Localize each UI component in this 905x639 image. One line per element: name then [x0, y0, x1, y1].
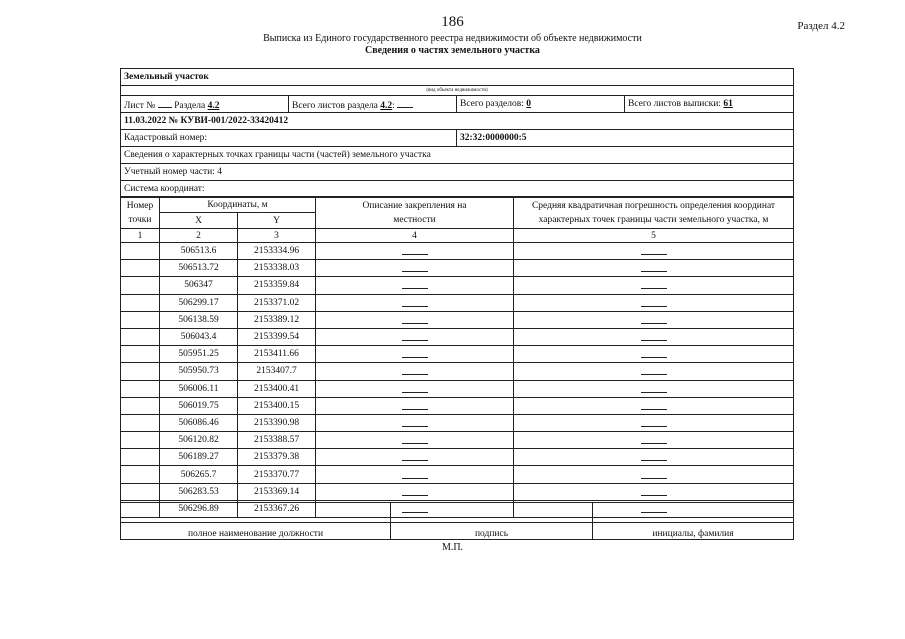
- y-value: 2153371.02: [238, 294, 316, 311]
- dash-mark: [402, 364, 428, 375]
- y-value: 2153389.12: [238, 311, 316, 328]
- signature-table: [120, 502, 794, 540]
- signature-label: подпись: [391, 523, 593, 540]
- point-number-cell: [121, 277, 160, 294]
- error-cell: [514, 449, 794, 466]
- y-value: 2153379.38: [238, 449, 316, 466]
- dash-mark: [641, 296, 667, 307]
- x-value: 506296.89: [160, 500, 238, 517]
- point-number-cell: [121, 328, 160, 345]
- date-and-number: 11.03.2022 № КУВИ-001/2022-33420412: [121, 113, 794, 130]
- coord-system: Система координат:: [121, 181, 794, 198]
- col-num-3: 3: [238, 229, 316, 243]
- total-sheets-section-ref: 4.2: [380, 100, 393, 111]
- extract-subtitle: Сведения о частях земельного участка: [365, 45, 540, 56]
- dash-mark: [402, 433, 428, 444]
- dash-mark: [641, 364, 667, 375]
- y-value: 2153359.84: [238, 277, 316, 294]
- x-value: 506189.27: [160, 449, 238, 466]
- point-number-cell: [121, 380, 160, 397]
- error-cell: [514, 363, 794, 380]
- description-cell: [316, 328, 514, 345]
- point-number-cell: [121, 397, 160, 414]
- object-type-caption: (вид объекта недвижимости): [121, 86, 794, 96]
- coordinates-table: [120, 196, 794, 518]
- point-number-cell: [121, 243, 160, 260]
- x-value: 506043.4: [160, 328, 238, 345]
- dash-mark: [641, 399, 667, 410]
- y-value: 2153407.7: [238, 363, 316, 380]
- col-y-header: Y: [238, 213, 316, 229]
- point-number-cell: [121, 294, 160, 311]
- point-number-cell: [121, 449, 160, 466]
- table-row: [121, 380, 794, 397]
- object-type: Земельный участок: [121, 69, 794, 86]
- dash-mark: [402, 296, 428, 307]
- point-number-cell: [121, 260, 160, 277]
- y-value: 2153369.14: [238, 483, 316, 500]
- description-cell: [316, 432, 514, 449]
- x-value: 506138.59: [160, 311, 238, 328]
- position-label: полное наименование должности: [121, 523, 391, 540]
- dash-mark: [402, 261, 428, 272]
- error-cell: [514, 328, 794, 345]
- description-cell: [316, 311, 514, 328]
- page-number: 186: [441, 14, 464, 30]
- col-x-header: X: [160, 213, 238, 229]
- dash-mark: [641, 244, 667, 255]
- point-number-cell: [121, 311, 160, 328]
- dash-mark: [402, 399, 428, 410]
- total-sections-cell: [457, 96, 625, 113]
- dash-mark: [641, 278, 667, 289]
- x-value: 506006.11: [160, 380, 238, 397]
- section-label: Раздел 4.2: [797, 20, 845, 32]
- dash-mark: [402, 450, 428, 461]
- point-number-cell: [121, 346, 160, 363]
- dash-mark: [641, 485, 667, 496]
- x-value: 505951.25: [160, 346, 238, 363]
- description-cell: [316, 243, 514, 260]
- table-row: [121, 277, 794, 294]
- y-value: 2153388.57: [238, 432, 316, 449]
- error-cell: [514, 466, 794, 483]
- error-cell: [514, 346, 794, 363]
- table-row: [121, 311, 794, 328]
- table-row: [121, 363, 794, 380]
- dash-mark: [641, 347, 667, 358]
- boundary-info: Сведения о характерных точках границы части (частей) земельного участка: [121, 147, 794, 164]
- error-cell: [514, 432, 794, 449]
- error-cell: [514, 243, 794, 260]
- dash-mark: [402, 485, 428, 496]
- table-row: [121, 414, 794, 431]
- x-value: 506120.82: [160, 432, 238, 449]
- error-cell: [514, 483, 794, 500]
- table-row: [121, 328, 794, 345]
- dash-mark: [641, 382, 667, 393]
- description-cell: [316, 449, 514, 466]
- position-field: [121, 503, 391, 523]
- description-cell: [316, 294, 514, 311]
- dash-mark: [402, 330, 428, 341]
- col-point-header: Номер точки: [121, 197, 160, 229]
- error-cell: [514, 260, 794, 277]
- dash-mark: [641, 313, 667, 324]
- col-error-header: Средняя квадратичная погрешность определения координат характерных точек границы части земельного участка, м: [514, 197, 794, 229]
- cadastral-value: 32:32:0000000:5: [457, 130, 794, 147]
- table-row: [121, 483, 794, 500]
- x-value: 506347: [160, 277, 238, 294]
- description-cell: [316, 363, 514, 380]
- sheet-no-cell: [121, 96, 289, 113]
- description-cell: [316, 380, 514, 397]
- extract-title: Выписка из Единого государственного реестра недвижимости об объекте недвижимости: [263, 33, 642, 44]
- stamp-place: М.П.: [441, 542, 464, 553]
- total-sections-label: Всего разделов:: [460, 99, 524, 109]
- sheet-no-blank: [158, 98, 172, 108]
- table-row: [121, 449, 794, 466]
- total-sheets-extract-label: Всего листов выписки:: [628, 99, 721, 109]
- dash-mark: [402, 382, 428, 393]
- col-coords-header: Координаты, м: [160, 197, 316, 213]
- total-sheets-section-label: Всего листов раздела: [292, 100, 378, 111]
- error-cell: [514, 380, 794, 397]
- description-cell: [316, 260, 514, 277]
- dash-mark: [402, 416, 428, 427]
- y-value: 2153370.77: [238, 466, 316, 483]
- total-sections-value: 0: [526, 99, 532, 109]
- y-value: 2153367.26: [238, 500, 316, 517]
- y-value: 2153400.15: [238, 397, 316, 414]
- description-cell: [316, 397, 514, 414]
- x-value: 506283.53: [160, 483, 238, 500]
- dash-mark: [641, 433, 667, 444]
- point-number-cell: [121, 483, 160, 500]
- table-row: [121, 260, 794, 277]
- dash-mark: [641, 468, 667, 479]
- point-number-cell: [121, 432, 160, 449]
- description-cell: [316, 483, 514, 500]
- section-caption: Раздела: [174, 100, 206, 111]
- col-num-2: 2: [160, 229, 238, 243]
- point-number-cell: [121, 363, 160, 380]
- dash-mark: [641, 450, 667, 461]
- form-header-table: [120, 68, 794, 198]
- dash-mark: [402, 313, 428, 324]
- cadastral-label: Кадастровый номер:: [121, 130, 457, 147]
- dash-mark: [641, 261, 667, 272]
- error-cell: [514, 397, 794, 414]
- x-value: 505950.73: [160, 363, 238, 380]
- initials-field: [593, 503, 794, 523]
- total-sheets-extract-cell: [625, 96, 794, 113]
- col-num-1: 1: [121, 229, 160, 243]
- total-sheets-extract-value: 61: [723, 99, 733, 109]
- error-cell: [514, 294, 794, 311]
- sheet-no-label: Лист №: [124, 100, 156, 111]
- x-value: 506513.72: [160, 260, 238, 277]
- dash-mark: [402, 468, 428, 479]
- y-value: 2153338.03: [238, 260, 316, 277]
- description-cell: [316, 466, 514, 483]
- table-row: [121, 294, 794, 311]
- dash-mark: [402, 347, 428, 358]
- error-cell: [514, 311, 794, 328]
- table-row: [121, 346, 794, 363]
- y-value: 2153400.41: [238, 380, 316, 397]
- total-sheets-section-blank: [397, 98, 413, 108]
- description-cell: [316, 414, 514, 431]
- x-value: 506019.75: [160, 397, 238, 414]
- initials-label: инициалы, фамилия: [593, 523, 794, 540]
- col-num-5: 5: [514, 229, 794, 243]
- table-row: [121, 432, 794, 449]
- part-number: Учетный номер части: 4: [121, 164, 794, 181]
- y-value: 2153334.96: [238, 243, 316, 260]
- dash-mark: [641, 416, 667, 427]
- x-value: 506299.17: [160, 294, 238, 311]
- description-cell: [316, 277, 514, 294]
- description-cell: [316, 346, 514, 363]
- x-value: 506265.7: [160, 466, 238, 483]
- col-num-4: 4: [316, 229, 514, 243]
- point-number-cell: [121, 466, 160, 483]
- col-desc-header: Описание закрепления на местности: [316, 197, 514, 229]
- dash-mark: [402, 278, 428, 289]
- y-value: 2153390.98: [238, 414, 316, 431]
- total-sheets-section-colon: :: [392, 100, 395, 111]
- x-value: 506513.6: [160, 243, 238, 260]
- dash-mark: [641, 330, 667, 341]
- dash-mark: [402, 244, 428, 255]
- table-row: [121, 397, 794, 414]
- x-value: 506086.46: [160, 414, 238, 431]
- y-value: 2153399.54: [238, 328, 316, 345]
- point-number-cell: [121, 414, 160, 431]
- signature-field: [391, 503, 593, 523]
- section-value: 4.2: [207, 100, 220, 111]
- table-row: [121, 466, 794, 483]
- error-cell: [514, 414, 794, 431]
- table-row: [121, 243, 794, 260]
- y-value: 2153411.66: [238, 346, 316, 363]
- error-cell: [514, 277, 794, 294]
- total-sheets-section-cell: [289, 96, 457, 113]
